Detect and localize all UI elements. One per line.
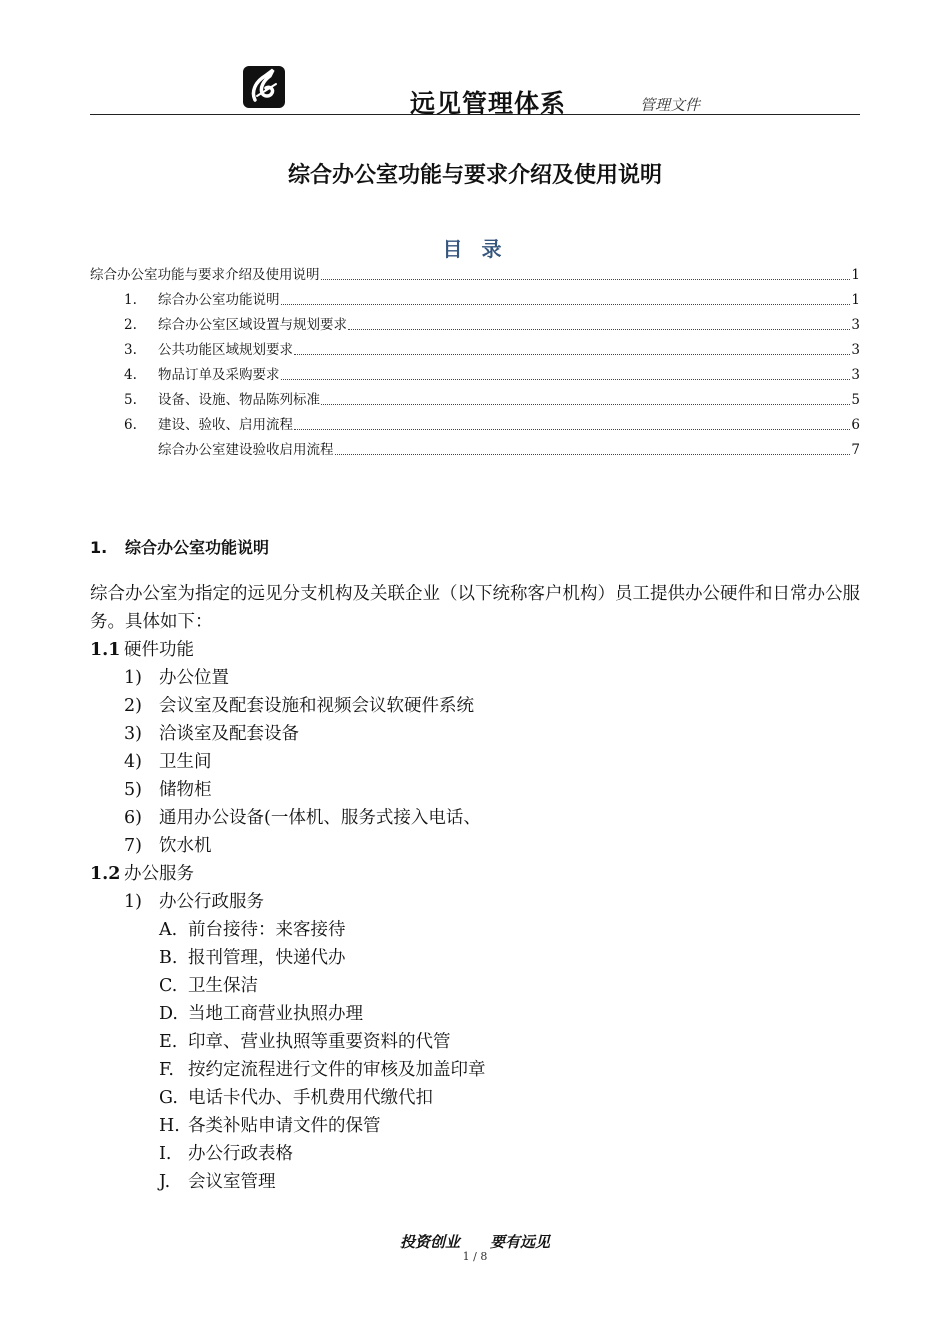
toc-entry-number: 1. — [124, 292, 137, 308]
toc-leader — [321, 404, 850, 405]
hardware-list — [90, 664, 486, 860]
sublist-item — [159, 1000, 486, 1028]
toc-leader — [294, 429, 850, 430]
toc-page-number: 6 — [851, 417, 860, 433]
sublist-item-letter: G. — [159, 1088, 178, 1108]
toc-entry-number: 3. — [124, 342, 137, 358]
toc-entry-text: 综合办公室区域设置与规划要求 — [158, 317, 347, 333]
toc-entry-text: 综合办公室功能说明 — [158, 292, 280, 308]
toc-page-number: 1 — [851, 267, 860, 283]
toc-entry-text: 建设、验收、启用流程 — [158, 417, 293, 433]
sublist-item — [159, 1168, 486, 1196]
sublist-item-letter: E. — [159, 1032, 178, 1052]
toc-entry-number: 4. — [124, 367, 137, 383]
toc-page-number: 5 — [851, 392, 860, 408]
toc-entry-text: 物品订单及采购要求 — [158, 367, 280, 383]
toc-entry[interactable] — [124, 416, 860, 434]
sublist-item-letter: C. — [159, 976, 178, 996]
list-item-text: 办公位置 — [159, 668, 229, 688]
list-item — [124, 832, 486, 860]
list-item-number: 6) — [124, 808, 142, 828]
sublist-item-letter: A. — [159, 920, 178, 940]
intro-paragraph: 综合办公室为指定的远见分支机构及关联企业（以下统称客户机构）员工提供办公硬件和日常办公服务。具体如下： — [90, 584, 860, 632]
sublist-item — [159, 1140, 486, 1168]
section-number: 1. — [90, 538, 108, 557]
toc-entry-text: 公共功能区域规划要求 — [158, 342, 293, 358]
sublist-item — [159, 1028, 486, 1056]
list-item-number: 1) — [124, 892, 142, 912]
toc-entry-text: 综合办公室建设验收启用流程 — [158, 442, 334, 458]
subsection-title: 硬件功能 — [124, 640, 194, 660]
list-item-number: 7) — [124, 836, 142, 856]
sublist-item — [159, 1112, 486, 1140]
toc-leader — [281, 379, 851, 380]
toc-entry-text: 综合办公室功能与要求介绍及使用说明 — [90, 267, 320, 283]
sublist-item-text: 按约定流程进行文件的审核及加盖印章 — [188, 1060, 486, 1080]
subsection-heading — [90, 860, 486, 888]
toc-entry-text: 设备、设施、物品陈列标准 — [158, 392, 320, 408]
toc-page-number: 3 — [851, 342, 860, 358]
list-item-number: 2) — [124, 696, 142, 716]
list-item — [124, 748, 486, 776]
sublist-item-letter: B. — [159, 948, 178, 968]
list-item-number: 4) — [124, 752, 142, 772]
list-item-number: 3) — [124, 724, 142, 744]
sublist-item — [159, 1056, 486, 1084]
header-subtitle: 管理文件 — [640, 96, 701, 114]
toc-entry[interactable] — [124, 316, 860, 334]
sublist-item-text: 当地工商营业执照办理 — [188, 1004, 363, 1024]
sublist-item-text: 办公行政表格 — [188, 1144, 293, 1164]
toc-page-number: 3 — [851, 367, 860, 383]
sublist-item-text: 会议室管理 — [188, 1172, 276, 1192]
document-title: 综合办公室功能与要求介绍及使用说明 — [287, 163, 662, 188]
list-item-text: 办公行政服务 — [159, 892, 264, 912]
header-title: 远见管理体系 — [409, 89, 566, 118]
toc-leader — [348, 329, 850, 330]
toc-entry[interactable] — [90, 266, 860, 284]
sublist-item — [159, 916, 486, 944]
toc-entry-number: 5. — [124, 392, 137, 408]
toc-entry[interactable] — [124, 366, 860, 384]
list-item-number: 1) — [124, 668, 142, 688]
sublist-item — [159, 1084, 486, 1112]
sublist-item-letter: J. — [159, 1172, 171, 1192]
list-item — [124, 720, 486, 748]
section-heading — [90, 535, 269, 558]
toc-entry[interactable] — [124, 341, 860, 359]
toc-page-number: 1 — [851, 292, 860, 308]
toc-entry[interactable] — [124, 391, 860, 409]
subsection-number: 1.2 — [90, 864, 121, 884]
sublist-item-letter: F. — [159, 1060, 174, 1080]
list-item — [124, 776, 486, 804]
subsection-heading — [90, 636, 486, 664]
toc-page-number: 3 — [851, 317, 860, 333]
toc-leader — [321, 279, 851, 280]
sublist-item — [159, 944, 486, 972]
list-item-text: 储物柜 — [159, 780, 212, 800]
toc-page-number: 7 — [851, 442, 860, 458]
toc-entry-number: 6. — [124, 417, 137, 433]
subsection-title: 办公服务 — [124, 864, 194, 884]
toc-entry[interactable] — [124, 291, 860, 309]
list-item-text: 会议室及配套设施和视频会议软硬件系统 — [159, 696, 474, 716]
sublist-item-text: 各类补贴申请文件的保管 — [188, 1116, 381, 1136]
list-item — [124, 664, 486, 692]
toc-entry-number: 2. — [124, 317, 137, 333]
toc-leader — [281, 304, 851, 305]
section-title: 综合办公室功能说明 — [125, 538, 270, 557]
list-item — [124, 804, 486, 832]
sublist-item-text: 印章、营业执照等重要资料的代管 — [188, 1032, 451, 1052]
sublist-item-letter: D. — [159, 1004, 178, 1024]
toc-leader — [335, 454, 851, 455]
service-sublist — [124, 916, 486, 1196]
sublist-item-letter: H. — [159, 1116, 180, 1136]
toc-entry[interactable] — [158, 441, 860, 459]
list-item-text: 通用办公设备(一体机、服务式接入电话、 — [159, 808, 481, 828]
footer-slogan-right: 要有远见 — [490, 1233, 551, 1251]
sublist-item-text: 报刊管理，快递代办 — [188, 948, 346, 968]
toc-leader — [294, 354, 850, 355]
footer-slogan — [0, 1231, 950, 1252]
service-list — [90, 888, 486, 1196]
list-item-text: 饮水机 — [159, 836, 212, 856]
toc-heading: 目 录 — [442, 237, 508, 261]
sublist-item-text: 电话卡代办、手机费用代缴代扣 — [188, 1088, 433, 1108]
header-divider — [90, 114, 860, 115]
page-number: 1 / 8 — [462, 1250, 488, 1263]
list-item — [124, 888, 486, 916]
list-item-text: 洽谈室及配套设备 — [159, 724, 299, 744]
list-item — [124, 692, 486, 720]
sublist-item-letter: I. — [159, 1144, 172, 1164]
sublist-item — [159, 972, 486, 1000]
list-item-text: 卫生间 — [159, 752, 212, 772]
sublist-item-text: 前台接待：来客接待 — [188, 920, 346, 940]
list-item-number: 5) — [124, 780, 142, 800]
hardware-section — [90, 636, 486, 1196]
sublist-item-text: 卫生保洁 — [188, 976, 258, 996]
subsection-number: 1.1 — [90, 640, 121, 660]
footer-slogan-left: 投资创业 — [399, 1233, 460, 1251]
